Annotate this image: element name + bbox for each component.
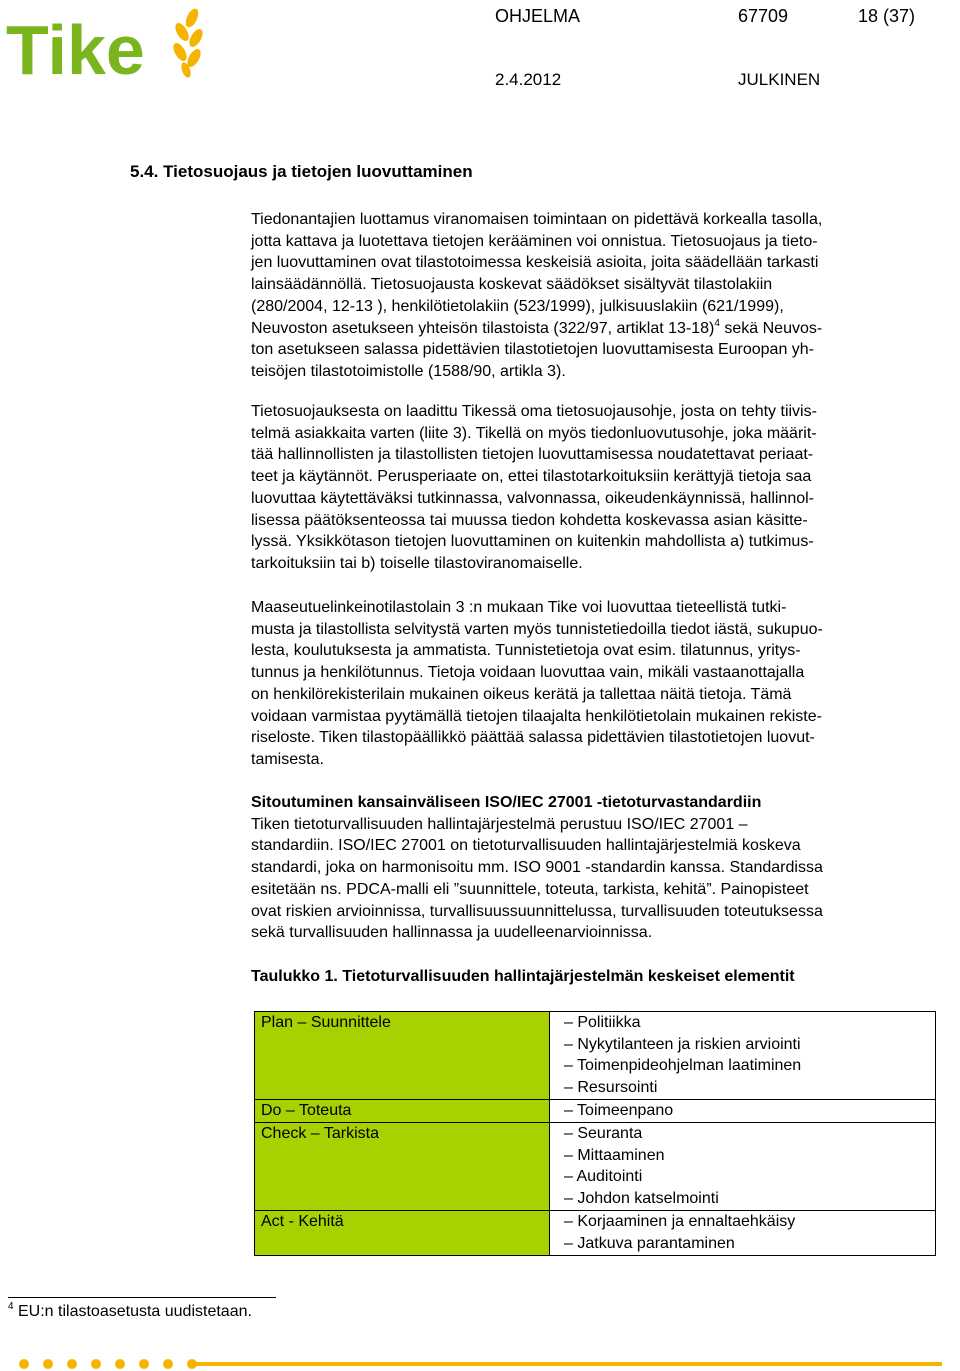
paragraph-statistics-law [251,597,931,771]
text-line: lyssä. Yksikkötason tietojen luovuttaminen on kuitenkin mahdollista a) tutkimus- [251,533,814,551]
page-number: 18 (37) [858,6,916,26]
text-line-with-footnote [251,318,931,340]
text-line: teet ja käytännöt. Perusperiaate on, ettei tilastotarkoituksiin kerättyjä tietoja saa [251,468,812,486]
table-row [255,1100,936,1123]
text-fragment: Neuvoston asetukseen yhteisön tilastoista (322/97, artiklat 13-18) [251,319,715,337]
items-cell [550,1100,936,1123]
list-item: – Auditointi [564,1168,643,1186]
table-row [255,1012,936,1100]
doc-number: 67709 [738,6,789,26]
text-line: musta ja tilastollista selvitystä varten myös tunnistetiedoilla tiedot iästä, sukupuo- [251,620,823,638]
text-line: tarkoituksiin tai b) toiselle tilastoviranomaiselle. [251,554,583,572]
list-item: – Toimeenpano [564,1102,674,1119]
text-line: voidaan varmistaa pyytämällä tietojen tilaajalta henkilötietolain mukainen rekiste- [251,707,822,725]
wheat-icon [171,7,206,79]
phase-cell: Plan – Suunnittele [255,1012,550,1100]
list-item: – Nykytilanteen ja riskien arviointi [564,1035,801,1053]
list-item: – Politiikka [564,1014,641,1031]
text-line: standardi, joka on harmonisoitu mm. ISO 9001 -standardin kanssa. Standardissa [251,859,823,877]
text-line: sekä turvallisuuden hallinnassa ja uudelleenarvioinnissa. [251,924,653,942]
footer-dot [91,1359,101,1369]
text-line: tunnus ja henkilötunnus. Tietoja voidaan luovuttaa vain, mikäli vastaanottajalla [251,664,805,682]
tike-logo [6,4,206,80]
footnote [8,1303,252,1321]
footnote-text: EU:n tilastoasetusta uudistetaan. [13,1303,252,1320]
items-cell [550,1211,936,1256]
footer-dot [43,1359,53,1369]
paragraph-guidelines [251,401,931,575]
text-line: luovuttaa käytettäväksi tutkinnassa, valvonnassa, oikeudenkäynnissä, hallinnol- [251,489,814,507]
list-item: – Korjaaminen ja ennaltaehkäisy [564,1213,796,1230]
logo-wordmark: Tike [6,11,145,80]
list-item: – Jatkuva parantaminen [564,1234,735,1252]
text-line: tamisesta. [251,750,324,768]
text-line: lisessa päätöksenteossa tai muussa tiedon kohdetta koskevassa asian käsitte- [251,511,808,529]
text-line: jen luovuttaminen ovat tilastotoimessa keskeisiä asioita, joita säädellään tarkasti [251,254,819,272]
list-item: – Resursointi [564,1079,658,1097]
text-line: ton asetukseen salassa pidettävien tilastotietojen luovuttamisesta Euroopan yh- [251,341,815,359]
doc-type: OHJELMA [495,6,581,26]
text-line: jotta kattava ja luotettava tietojen kerääminen voi onnistua. Tietosuojaus ja tieto- [251,232,818,250]
footnote-number: 4 [8,1301,14,1312]
text-line: telmä asiakkaita varten (liite 3). Tikellä on myös tiedonluovutusohje, joka määrit- [251,424,817,442]
text-line: standardiin. ISO/IEC 27001 on tietoturvallisuuden hallintajärjestelmiä koskeva [251,837,801,855]
text-line: teisöjen tilastotoimistolle (1588/90, artikla 3). [251,362,566,380]
footer-dot [19,1359,29,1369]
paragraph-privacy [251,209,931,383]
items-cell [550,1123,936,1211]
text-line: Tiedonantajien luottamus viranomaisen toimintaan on pidettävä korkealla tasolla, [251,211,823,228]
text-line: ovat riskien arvioinnissa, turvallisuussuunnittelussa, turvallisuuden toteutuksessa [251,902,823,920]
phase-cell: Do – Toteuta [255,1100,550,1123]
list-item: – Mittaaminen [564,1146,665,1164]
footer-dot [115,1359,125,1369]
table-caption [251,966,931,988]
list-item: – Johdon katselmointi [564,1190,719,1208]
section-heading: 5.4. Tietosuojaus ja tietojen luovuttaminen [130,162,473,181]
text-line: lesta, koulutuksesta ja ammatista. Tunnistetietoja ovat esim. tilatunnus, yritys- [251,642,801,660]
doc-date: 2.4.2012 [495,70,562,89]
footnote-ref: 4 [714,317,720,329]
text-line: riseloste. Tiken tilastopäällikkö päättää salassa pidettävien tilastotietojen luovut- [251,729,815,747]
list-item: – Toimenpideohjelman laatiminen [564,1057,802,1075]
footer-dot [67,1359,77,1369]
subheading: Sitoutuminen kansainväliseen ISO/IEC 27001 -tietoturvastandardiin [251,794,762,811]
text-line: tää hallinnollisten ja tilastollisten tietojen luovuttamisessa noudatettavat periaat- [251,446,814,464]
items-cell [550,1012,936,1100]
footer-line [192,1362,942,1366]
paragraph-iso27001 [251,792,931,944]
footer-dots-decoration [8,1357,948,1371]
phase-cell: Act - Kehitä [255,1211,550,1256]
text-line: lainsäädännöllä. Tietosuojausta koskevat säädökset sisältyvät tilastolakiin [251,276,773,294]
text-line: on henkilörekisterilain mukainen oikeus kerätä ja tallettaa näitä tietoja. Tämä [251,685,792,703]
table-row [255,1123,936,1211]
text-line: esitetään ns. PDCA-malli eli ”suunnittele, toteuta, tarkista, kehitä”. Painopisteet [251,880,809,898]
classification: JULKINEN [738,70,821,89]
footnote-separator [8,1297,276,1298]
text-line: Tietosuojauksesta on laadittu Tikessä oma tietosuojausohje, josta on tehty tiivis- [251,403,817,420]
list-item: – Seuranta [564,1125,643,1142]
text-fragment: sekä Neuvos- [719,319,823,337]
phase-cell: Check – Tarkista [255,1123,550,1211]
text-line: Maaseutuelinkeinotilastolain 3 :n mukaan Tike voi luovuttaa tieteellistä tutki- [251,599,787,616]
text-line: Tiken tietoturvallisuuden hallintajärjestelmä perustuu ISO/IEC 27001 – [251,815,748,833]
table-row [255,1211,936,1256]
caption-text: Taulukko 1. Tietoturvallisuuden hallintajärjestelmän keskeiset elementit [251,968,795,985]
footer-dot [163,1359,173,1369]
text-line: (280/2004, 12-13 ), henkilötietolakiin (523/1999), julkisuuslakiin (621/1999), [251,297,784,315]
pdca-table [254,1011,936,1256]
footer-dot [139,1359,149,1369]
